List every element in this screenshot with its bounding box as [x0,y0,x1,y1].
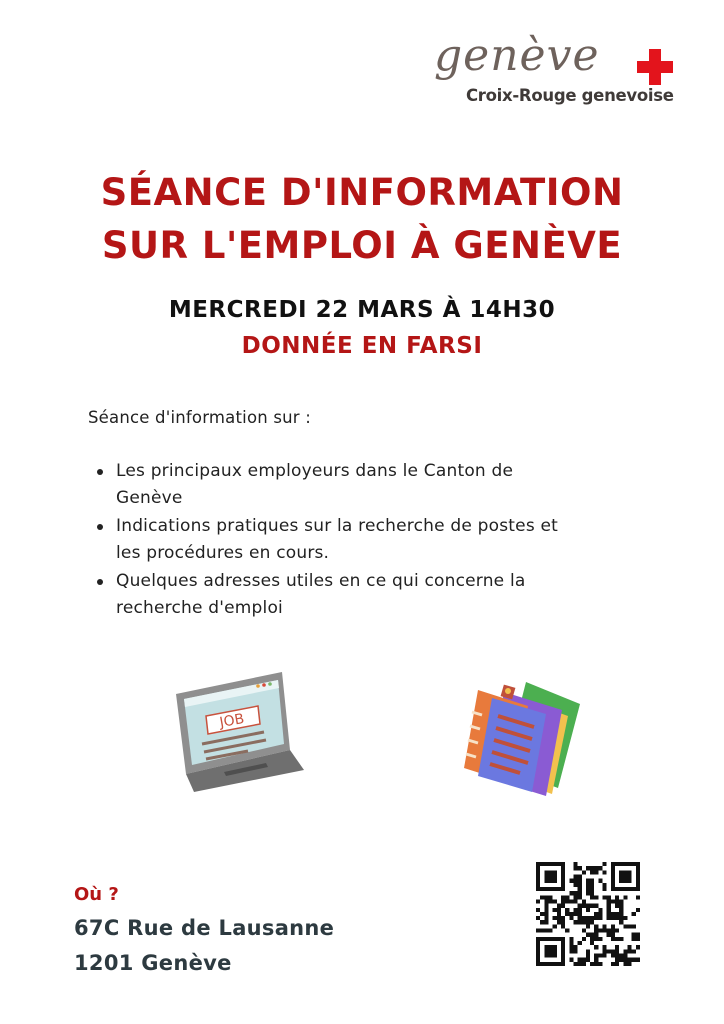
documents-illustration [462,676,586,800]
title-line-1: SÉANCE D'INFORMATION [100,171,624,214]
qr-code[interactable] [536,862,640,966]
page-title [0,166,724,272]
red-cross-icon [636,48,674,86]
logo-script-text: genève [434,30,600,81]
event-date: MERCREDI 22 MARS À 14H30 [168,297,556,323]
list-item-line: Indications pratiques sur la recherche de postes et [116,516,558,536]
list-item-line: Les principaux employeurs dans le Canton de [116,461,514,481]
address-street: 67C Rue de Lausanne [74,916,335,940]
list-item [94,458,654,512]
event-language: DONNÉE EN FARSI [241,333,483,359]
croix-rouge-logo [432,30,682,116]
laptop-screen-text: JOB [218,710,246,732]
list-item-line: Quelques adresses utiles en ce qui concerne la [116,571,526,591]
laptop-job-illustration [168,666,308,796]
location-label: Où ? [74,884,119,905]
address-city: 1201 Genève [74,951,232,975]
logo-subtitle: Croix-Rouge genevoise [466,86,674,105]
title-line-2: SUR L'EMPLOI À GENÈVE [101,224,623,267]
list-item-line: les procédures en cours. [116,543,330,563]
list-item-line: Genève [116,488,183,508]
list-item-line: recherche d'emploi [116,598,283,618]
list-item [94,568,654,622]
topics-list [94,458,654,623]
intro-text: Séance d'information sur : [88,408,311,427]
list-item [94,513,654,567]
